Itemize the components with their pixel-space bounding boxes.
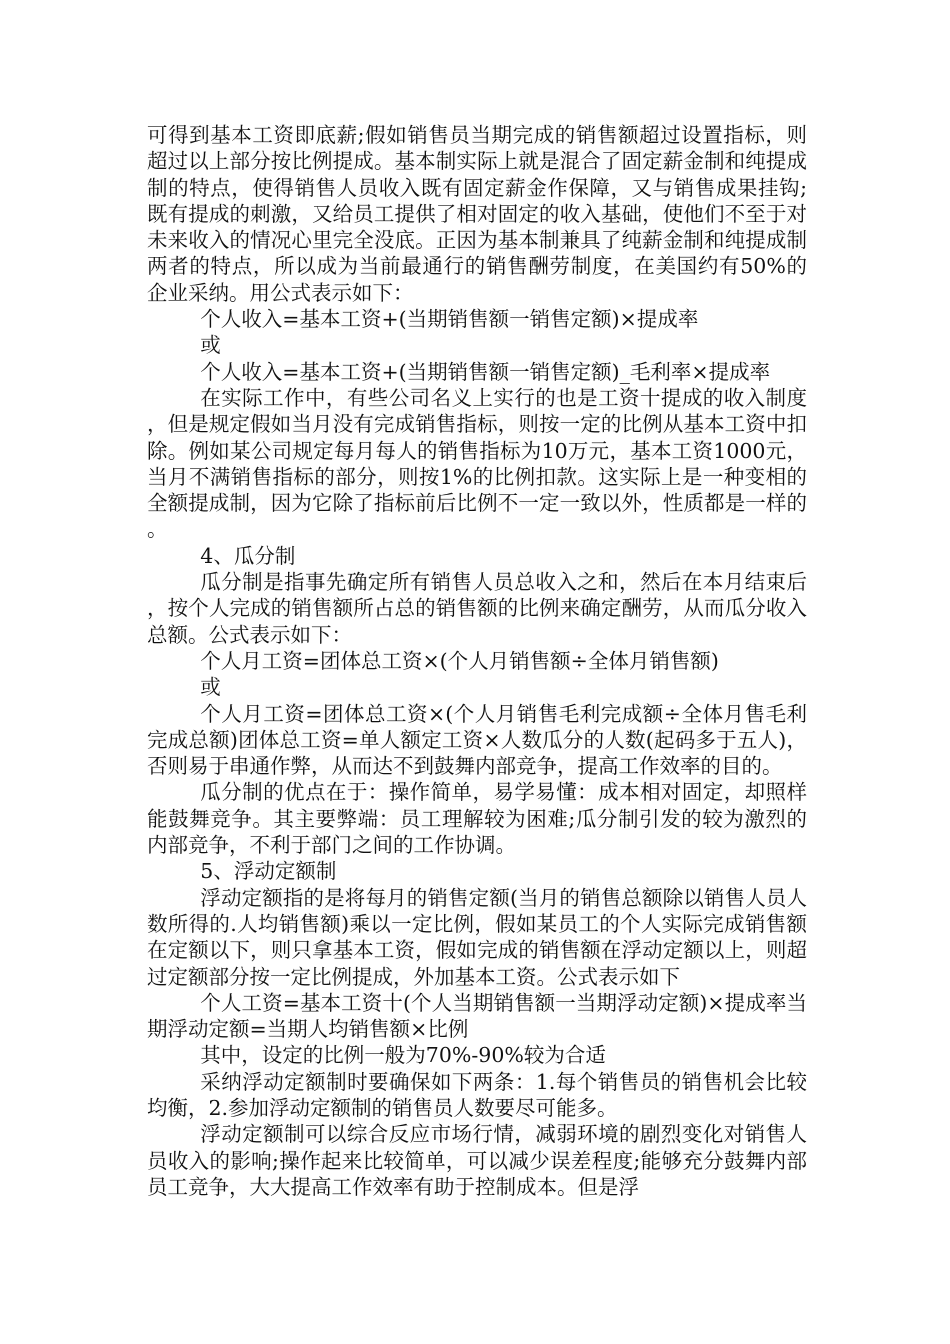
document-body (147, 122, 807, 1200)
heading-floating-quota: 5、浮动定额制 (200, 859, 337, 884)
formula-personal-wage: 个人工资=基本工资十(个人当期销售额一当期浮动定额)×提成率当期浮动定额=当期人均销售额×比例 (147, 990, 807, 1042)
formula-personal-income-2: 个人收入=基本工资+(当期销售额一销售定额)_毛利率×提成率 (200, 359, 771, 384)
paragraph-division-definition: 瓜分制是指事先确定所有销售人员总收入之和，然后在本月结束后，按个人完成的销售额所占总的销售额的比例来确定酬劳，从而瓜分收入总额。公式表示如下： (147, 570, 807, 647)
paragraph-floating-quota-definition: 浮动定额指的是将每月的销售定额(当月的销售总额除以销售人员人数所得的.人均销售额)乘以一定比例，假如某员工的个人实际完成销售额在定额以下，则只拿基本工资，假如完成的销售额在浮动定额以上，则超过定额部分按一定比例提成，外加基本工资。公式表示如下 (147, 885, 807, 989)
paragraph-division-pros-cons: 瓜分制的优点在于：操作简单，易学易懂：成本相对固定，却照样能鼓舞竞争。其主要弊端：员工理解较为困难;瓜分制引发的较为激烈的内部竞争，不利于部门之间的工作协调。 (147, 780, 807, 858)
formula-personal-income-1: 个人收入=基本工资+(当期销售额一销售定额)×提成率 (200, 307, 699, 332)
formula-monthly-wage-2: 个人月工资=团体总工资×(个人月销售毛利完成额÷全体月售毛利完成总额)团体总工资=单人额定工资×人数瓜分的人数(起码多于五人)，否则易于串通作弊，从而达不到鼓舞内部竞争，提高工作效率的目的。 (147, 701, 807, 779)
formula-monthly-wage-1: 个人月工资=团体总工资×(个人月销售额÷全体月销售额) (200, 648, 719, 673)
paragraph-base-salary-intro: 可得到基本工资即底薪;假如销售员当期完成的销售额超过设置指标，则超过以上部分按比例提成。基本制实际上就是混合了固定薪金制和纯提成制的特点，使得销售人员收入既有固定薪金作保障，又与销售成果挂钩;既有提成的刺激，又给员工提供了相对固定的收入基础，使他们不至于对未来收入的情况心里完全没底。正因为基本制兼具了纯薪金制和纯提成制两者的特点，所以成为当前最通行的销售酬劳制度，在美国约有50%的企业采纳。用公式表示如下： (147, 123, 807, 305)
paragraph-floating-quota-advantages: 浮动定额制可以综合反应市场行情，减弱环境的剧烈变化对销售人员收入的影响;操作起来比较简单，可以减少误差程度;能够充分鼓舞内部员工竞争，大大提高工作效率有助于控制成本。但是浮 (147, 1122, 807, 1199)
formula-or-1: 或 (200, 333, 221, 358)
heading-division-system: 4、瓜分制 (200, 543, 296, 568)
formula-or-2: 或 (200, 675, 221, 700)
paragraph-ratio: 其中，设定的比例一般为70%-90%较为合适 (200, 1043, 606, 1068)
paragraph-conditions: 采纳浮动定额制时要确保如下两条：1.每个销售员的销售机会比较均衡，2.参加浮动定额制的销售员人数要尽可能多。 (147, 1069, 807, 1120)
paragraph-practice: 在实际工作中，有些公司名义上实行的也是工资十提成的收入制度，但是规定假如当月没有完成销售指标，则按一定的比例从基本工资中扣除。例如某公司规定每月每人的销售指标为10万元，基本工资1000元，当月不满销售指标的部分，则按1%的比例扣款。这实际上是一种变相的全额提成制，因为它除了指标前后比例不一定一致以外，性质都是一样的。 (147, 385, 807, 542)
